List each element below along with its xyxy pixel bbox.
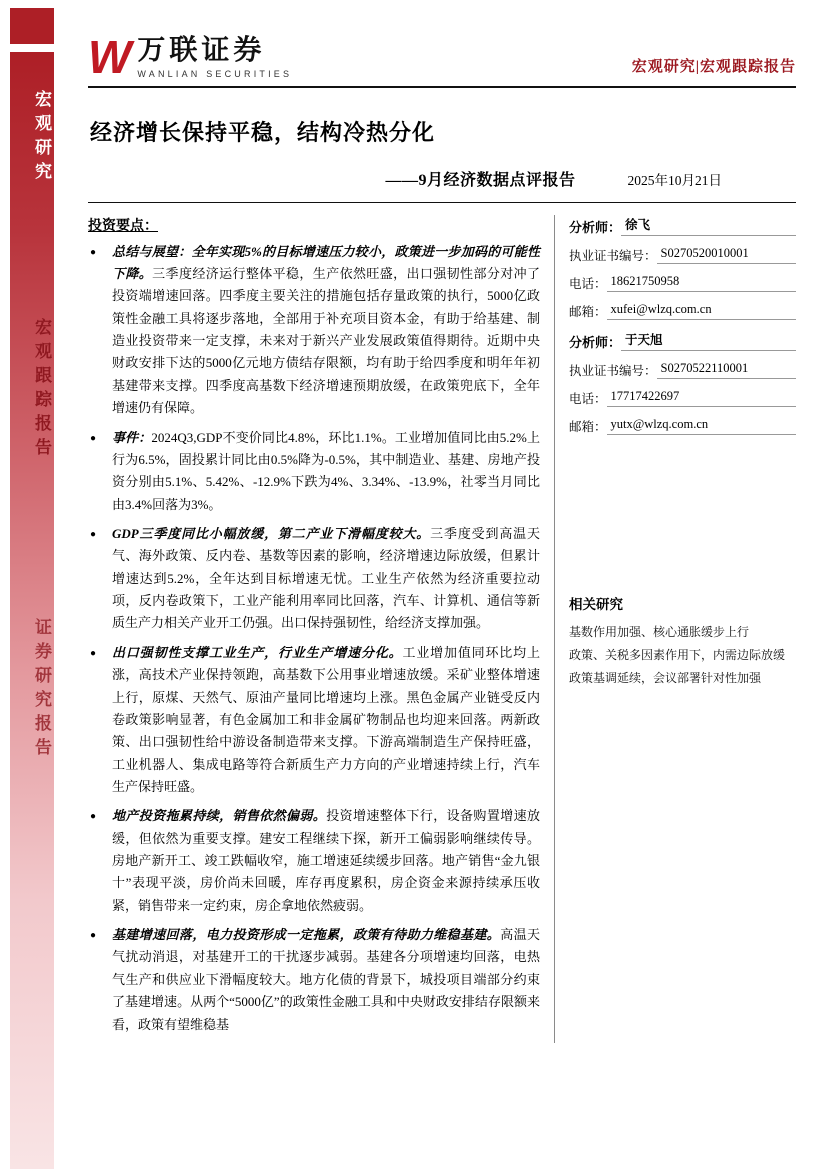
bullet-lead: 基建增速回落，电力投资形成一定拖累，政策有待助力维稳基建。 (112, 927, 501, 943)
logo-english-name: WANLIAN SECURITIES (137, 68, 293, 79)
analyst-email-row (569, 302, 796, 320)
phone-number: 17717422697 (607, 389, 796, 407)
columns (88, 215, 796, 1043)
cert-number: S0270520010001 (657, 246, 796, 264)
phone-label: 电话： (569, 276, 607, 291)
bullet-export-industry (88, 642, 540, 799)
related-research-item: 基数作用加强、核心通胀缓步上行 (569, 624, 750, 639)
bullet-infrastructure (88, 924, 540, 1036)
bullet-gdp (88, 523, 540, 635)
cert-number: S0270522110001 (657, 361, 796, 379)
related-research-item: 政策基调延续，会议部署针对性加强 (569, 671, 762, 686)
bullet-lead: 总结与展望：全年实现5%的目标增速压力较小，政策进一步加码的可能性下降。 (112, 243, 540, 282)
bullet-lead: 地产投资拖累持续，销售依然偏弱。 (112, 808, 327, 824)
related-research-item: 政策、关税多因素作用下，内需边际放缓 (569, 648, 786, 663)
bullet-lead: GDP三季度同比小幅放缓，第二产业下滑幅度较大。 (112, 526, 431, 541)
right-sidebar-info (555, 215, 796, 1043)
analyst-cert-row (569, 361, 796, 379)
wanlian-logo (88, 31, 293, 83)
bullet-event (88, 427, 540, 516)
bullet-lead: 事件： (112, 429, 152, 445)
report-content (88, 31, 796, 1043)
email-address: yutx@wlzq.com.cn (607, 417, 796, 435)
cert-label: 执业证书编号： (569, 363, 657, 378)
phone-label: 电话： (569, 391, 607, 406)
subtitle-row (88, 167, 796, 203)
report-title: 经济增长保持平稳，结构冷热分化 (90, 119, 436, 145)
analyst-cert-row (569, 246, 796, 264)
logo-chinese-name: 万联证券 (137, 35, 266, 66)
bullet-list (88, 241, 540, 1036)
analyst-block-1 (569, 215, 796, 320)
related-research-title: 相关研究 (569, 596, 623, 612)
email-label: 邮箱： (569, 304, 607, 319)
analyst-name: 于天旭 (621, 330, 796, 351)
email-label: 邮箱： (569, 419, 607, 434)
report-subtitle: ——9月经济数据点评报告 (385, 171, 576, 189)
wanlian-logo-icon: W (88, 31, 132, 83)
analyst-email-row (569, 417, 796, 435)
analyst-role-label: 分析师： (569, 219, 622, 235)
bullet-real-estate (88, 805, 540, 917)
bullet-body: 工业增加值同环比均上涨，高技术产业保持领跑，高基数下公用事业增速放缓。采矿业整体增速上行，原煤、天然气、原油产量同比增速均上涨。黑色金属产业链受反内卷政策影响显著，有色金属加工和非金属矿物制品也均迎来回落。两新政策、出口强韧性给中游设备制造带来支撑。下游高端制造生产保持旺盛，工业机器人、集成电路等符合新质生产力方向的产业增速持续上行，汽车生产保持旺盛。 (112, 644, 540, 794)
phone-number: 18621750958 (607, 274, 796, 292)
bullet-body: 投资增速整体下行，设备购置增速放缓，但依然为重要支撑。建安工程继续下探，新开工偏弱影响继续传导。房地产新开工、竣工跌幅收窄，施工增速延续缓步回落。地产销售“金九银十”表现平淡，房价尚未回暖，库存再度累积，房企资金来源持续承压收紧，销售带来一定约束，房企拿地依然疲弱。 (112, 808, 540, 913)
sidebar-label-macro-tracking-report: 宏观跟踪报告 (32, 318, 51, 462)
bullet-summary-outlook (88, 241, 540, 420)
bullet-lead: 出口强韧性支撑工业生产，行业生产增速分化。 (112, 644, 403, 660)
sidebar-top-square (10, 8, 54, 44)
bullet-body: 三季度受到高温天气、海外政策、反内卷、基数等因素的影响，经济增速边际放缓，但累计增速达到5.2%，全年达到目标增速无忧。工业生产依然为经济重要拉动项，反内卷政策下，工业产能利用率同比回落，汽车、计算机、通信等新质生产力相关产业开工仍强。出口保持强韧性，给经济支撑加强。 (112, 526, 540, 631)
report-category: 宏观研究|宏观跟踪报告 (631, 58, 796, 75)
report-header (88, 31, 796, 88)
analyst-name-row (569, 215, 796, 236)
sidebar-label-macro-research: 宏观研究 (32, 90, 51, 186)
analyst-phone-row (569, 389, 796, 407)
analyst-phone-row (569, 274, 796, 292)
analyst-role-label: 分析师： (569, 334, 622, 350)
bullet-body: 三季度经济运行整体平稳，生产依然旺盛，出口强韧性部分对冲了投资端增速回落。四季度主要关注的措施包括存量政策的执行，5000亿政策性金融工具将逐步落地，全部用于补充项目资本金，有助于给基建、制造业投资带来一定支撑，未来对于新兴产业发展政策值得期待。近期中央财政安排下达的5000亿元地方债结存限额，均有助于给四季度和明年年初基建带来支撑。四季度高基数下经济增速预期放缓，在政策兜底下，全年增速仍有保障。 (112, 266, 540, 416)
sidebar-banner (10, 52, 54, 1169)
email-address: xufei@wlzq.com.cn (607, 302, 796, 320)
bullet-body: 高温天气扰动消退，对基建开工的干扰逐步减弱。基建各分项增速均回落，电热气生产和供应业下滑幅度较大。地方化债的背景下，城投项目端部分约束了基建增速。从两个“5000亿”的政策性金融工具和中央财政安排结存限额来看，政策有望维稳基 (112, 927, 540, 1032)
cert-label: 执业证书编号： (569, 248, 657, 263)
analyst-block-2 (569, 330, 796, 435)
investment-highlights-section (88, 215, 554, 1043)
report-date: 2025年10月21日 (627, 172, 722, 188)
section-title-investment-highlights: 投资要点： (88, 218, 158, 234)
analyst-name: 徐飞 (621, 215, 796, 236)
related-research-section (569, 593, 796, 691)
bullet-body: 2024Q3,GDP不变价同比4.8%，环比1.1%。工业增加值同比由5.2%上行为6.5%，固投累计同比由0.5%降为-0.5%，其中制造业、基建、房地产投资分别由5.1%、5.42%、-12.9%下跌为4%、3.34%、-13.9%，社零当月同比由3.4%回落为3%。 (112, 429, 540, 512)
logo-text (137, 36, 292, 79)
sidebar-label-securities-research-report: 证券研究报告 (32, 618, 51, 762)
analyst-name-row (569, 330, 796, 351)
